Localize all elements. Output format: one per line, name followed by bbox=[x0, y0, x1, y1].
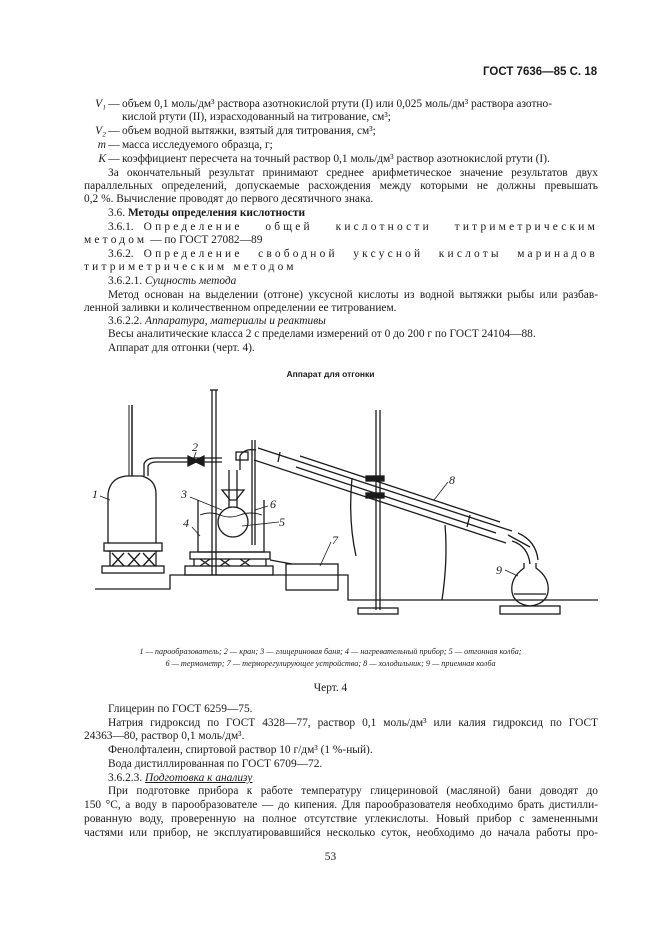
variable-v1-continuation: кислой ртути (II), израсходованный на титрование, см³; bbox=[122, 111, 391, 123]
essence-line-1: Метод основан на выделении (отгоне) уксусной кислоты из водной вытяжки рыбы или разбав- bbox=[108, 289, 598, 301]
figure-legend-line-1: 1 — парообразователь; 2 — кран; 3 — глицериновая баня; 4 — нагревательный прибор; 5 — отгонная колба; bbox=[139, 647, 522, 656]
label-4: 4 bbox=[183, 516, 189, 530]
variable-dash: — bbox=[108, 153, 120, 165]
section-3-6-2-1 bbox=[108, 275, 236, 288]
heater-top bbox=[190, 552, 270, 559]
section-number: 3.6.1. bbox=[108, 221, 134, 233]
section-3-6-1-line-2 bbox=[84, 234, 262, 247]
label-3: 3 bbox=[181, 487, 187, 501]
page-number: 53 bbox=[324, 851, 337, 863]
reagent-glycerin: Глицерин по ГОСТ 6259—75. bbox=[108, 703, 253, 715]
label-9: 9 bbox=[496, 563, 502, 577]
prep-line-3: рованную воду, проверенную на полное отсутствие углекислоты. Новый прибор с замененными bbox=[84, 813, 598, 825]
steam-generator-stand-base bbox=[102, 566, 164, 573]
reagent-water: Вода дистиллированная по ГОСТ 6709—72. bbox=[108, 758, 323, 770]
scales-line: Весы аналитические класса 2 с пределами измерений от 0 до 200 г по ГОСТ 24104—88. bbox=[108, 328, 536, 340]
essence-line-2: ленной заливки и количественном определении ее титрованием. bbox=[84, 302, 397, 314]
variable-symbol: V₂ bbox=[95, 125, 106, 137]
prep-line-2: 150 °С, а воду в парообразователе — до кипения. Для парообразователя необходимо брать дистилли- bbox=[84, 799, 598, 811]
section-number: 3.6.2.2. bbox=[108, 315, 143, 327]
variable-v1 bbox=[84, 98, 552, 111]
variable-text: масса исследуемого образца, г; bbox=[122, 139, 273, 151]
label-6: 6 bbox=[270, 497, 276, 511]
section-number: 3.6. bbox=[108, 207, 126, 219]
steam-generator bbox=[108, 476, 156, 543]
section-title: Методы определения кислотности bbox=[127, 207, 306, 219]
variable-k bbox=[84, 153, 550, 166]
variable-text: объем водной вытяжки, взятый для титрования, см³; bbox=[122, 125, 376, 137]
section-title: Сущность метода bbox=[145, 275, 237, 287]
section-number: 3.6.2.1. bbox=[108, 275, 143, 287]
variable-v2 bbox=[84, 125, 376, 138]
variable-m bbox=[84, 139, 273, 152]
distillation-flask bbox=[218, 507, 248, 537]
figure-legend-line-2: 6 — термометр; 7 — терморегулирующее устройство; 8 — холодильник; 9 — приемная колба bbox=[165, 659, 496, 668]
reagent-naoh-line-1: Натрия гидроксид по ГОСТ 4328—77, раствор 0,1 моль/дм³ или калия гидроксид по ГОСТ bbox=[108, 717, 598, 729]
label-2: 2 bbox=[192, 440, 198, 454]
label-8: 8 bbox=[449, 473, 455, 487]
variable-dash: — bbox=[108, 139, 120, 151]
section-title: Подготовка к анализу bbox=[145, 772, 253, 784]
variable-symbol: K bbox=[98, 153, 106, 165]
label-7: 7 bbox=[332, 533, 338, 547]
glycerin-bath bbox=[198, 500, 264, 552]
funnel bbox=[222, 490, 244, 500]
variable-text: коэффициент пересчета на точный раствор 0,1 моль/дм³ раствор азотнокислой ртути (I). bbox=[122, 153, 550, 165]
prep-line-4: частями или прибор, не эксплуатировавшийся несколько суток, необходимо до начала работы про- bbox=[84, 827, 598, 839]
section-3-6-1 bbox=[108, 221, 598, 234]
variable-text: объем 0,1 моль/дм³ раствора азотнокислой ртути (I) или 0,025 моль/дм³ раствора азотно- bbox=[122, 98, 553, 110]
label-5: 5 bbox=[279, 515, 285, 529]
gost-reference: — по ГОСТ 27082—89 bbox=[147, 234, 263, 246]
reagent-naoh-line-2: 24363—80, раствор 0,1 моль/дм³. bbox=[84, 730, 245, 742]
section-number: 3.6.2. bbox=[108, 248, 134, 260]
method-word: методом bbox=[84, 234, 148, 246]
section-3-6-2 bbox=[108, 248, 598, 261]
steam-generator-stand-top bbox=[104, 543, 162, 551]
apparatus-reference: Аппарат для отгонки (черт. 4). bbox=[108, 342, 255, 354]
base-outline bbox=[95, 575, 598, 600]
variable-symbol: m bbox=[97, 139, 106, 151]
condenser-hose-left bbox=[351, 478, 356, 556]
variable-symbol: V₁ bbox=[95, 98, 106, 110]
reagent-phenolphthalein: Фенолфталеин, спиртовой раствор 10 г/дм³ (1 %-ный). bbox=[108, 744, 373, 756]
condenser-hose-right bbox=[442, 525, 446, 600]
figure-title: Аппарат для отгонки bbox=[286, 369, 375, 379]
section-3-6 bbox=[108, 207, 305, 220]
section-3-6-2-2 bbox=[108, 315, 326, 328]
section-3-6-2-3 bbox=[108, 772, 252, 785]
distillation-apparatus-drawing bbox=[60, 388, 610, 623]
variable-dash: — bbox=[108, 98, 120, 110]
section-heading-spaced: Определение общей кислотности титриметрическим bbox=[143, 221, 598, 233]
section-title: Аппаратура, материалы и реактивы bbox=[145, 315, 326, 327]
prep-line-1: При подготовке прибора к работе температуру глицериновой (масляной) бани доводят до bbox=[108, 785, 598, 797]
variable-dash: — bbox=[108, 125, 120, 137]
thermoregulator bbox=[286, 564, 338, 590]
section-number: 3.6.2.3. bbox=[108, 772, 143, 784]
heater-base bbox=[185, 566, 273, 575]
section-heading-spaced: Определение свободной уксусной кислоты маринадов bbox=[143, 248, 598, 260]
section-3-6-2-line-2: титриметрическим методом bbox=[84, 261, 297, 273]
result-line-3: 0,2 %. Вычисление проводят до первого десятичного знака. bbox=[84, 193, 374, 205]
result-line-2: параллельных определений, допускаемые расхождения между которыми не должны превышать bbox=[84, 180, 598, 192]
running-header: ГОСТ 7636—85 С. 18 bbox=[483, 66, 598, 78]
figure-caption: Черт. 4 bbox=[313, 682, 348, 694]
label-1: 1 bbox=[92, 487, 98, 501]
result-line-1: За окончательный результат принимают среднее арифметическое значение результатов двух bbox=[108, 167, 598, 179]
steam-pipe bbox=[148, 462, 222, 476]
